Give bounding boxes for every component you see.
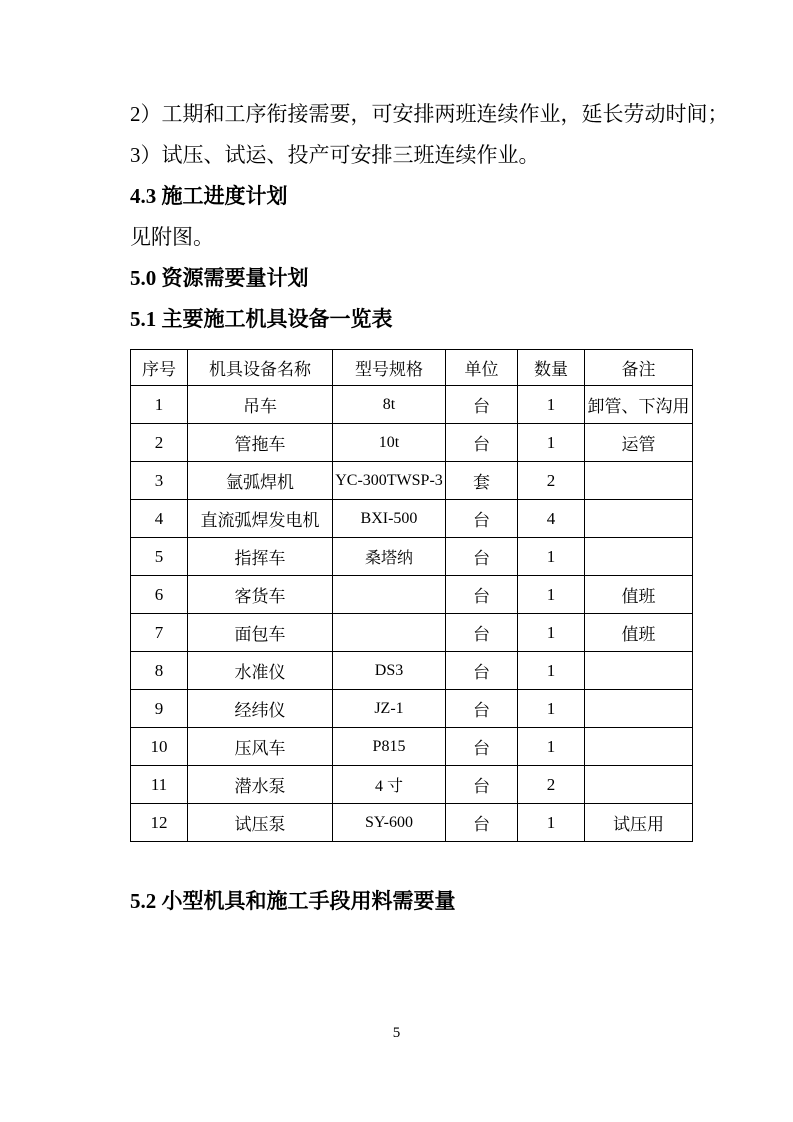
table-body — [131, 386, 693, 842]
table-cell: 卸管、下沟用 — [585, 386, 693, 424]
table-cell: 吊车 — [188, 386, 333, 424]
table-cell: 指挥车 — [188, 538, 333, 576]
table-cell: 1 — [518, 424, 585, 462]
table-cell: 水准仪 — [188, 652, 333, 690]
table-cell: BXI-500 — [333, 500, 446, 538]
table-cell: 4 — [518, 500, 585, 538]
table-cell — [585, 690, 693, 728]
table-cell: 台 — [446, 538, 518, 576]
table-cell: 经纬仪 — [188, 690, 333, 728]
table-cell: 台 — [446, 614, 518, 652]
table-cell: 台 — [446, 804, 518, 842]
table-cell: 2 — [518, 462, 585, 500]
heading-5-2-small-tools: 5.2 小型机具和施工手段用料需要量 — [130, 889, 456, 913]
table-cell: 1 — [518, 690, 585, 728]
table-cell: 值班 — [585, 614, 693, 652]
table-row — [131, 538, 693, 576]
table-cell: 试压用 — [585, 804, 693, 842]
table-cell: 台 — [446, 766, 518, 804]
table-cell: P815 — [333, 728, 446, 766]
heading-5-0-resource-plan: 5.0 资源需要量计划 — [130, 266, 309, 290]
table-cell: 4 — [131, 500, 188, 538]
table-cell: 7 — [131, 614, 188, 652]
table-cell: 1 — [518, 386, 585, 424]
table-cell: DS3 — [333, 652, 446, 690]
paragraph-two-shift: 2）工期和工序衔接需要，可安排两班连续作业，延长劳动时间； — [130, 102, 729, 126]
table-cell: 1 — [518, 538, 585, 576]
table-cell: 1 — [518, 728, 585, 766]
table-header-row — [131, 350, 693, 386]
table-cell: 3 — [131, 462, 188, 500]
table-cell — [585, 728, 693, 766]
table-cell: 值班 — [585, 576, 693, 614]
heading-5-1-equipment-list: 5.1 主要施工机具设备一览表 — [130, 307, 393, 331]
table-row — [131, 386, 693, 424]
table-cell: 2 — [131, 424, 188, 462]
table-cell: 台 — [446, 386, 518, 424]
table-cell: 9 — [131, 690, 188, 728]
table-cell — [585, 766, 693, 804]
table-cell: 1 — [518, 576, 585, 614]
heading-4-3-construction-schedule: 4.3 施工进度计划 — [130, 184, 288, 208]
table-row — [131, 766, 693, 804]
table-cell: 桑塔纳 — [333, 538, 446, 576]
table-cell: 11 — [131, 766, 188, 804]
table-cell: 管拖车 — [188, 424, 333, 462]
paragraph-see-attached-figure: 见附图。 — [130, 225, 214, 249]
table-cell — [333, 576, 446, 614]
table-row — [131, 652, 693, 690]
column-header-model: 型号规格 — [333, 350, 446, 386]
table-row — [131, 500, 693, 538]
table-cell: 运管 — [585, 424, 693, 462]
column-header-quantity: 数量 — [518, 350, 585, 386]
table-cell — [333, 614, 446, 652]
table-cell: 客货车 — [188, 576, 333, 614]
equipment-table — [130, 349, 693, 842]
table-cell: 1 — [518, 614, 585, 652]
column-header-name: 机具设备名称 — [188, 350, 333, 386]
table-cell: 台 — [446, 500, 518, 538]
table-cell: 12 — [131, 804, 188, 842]
table-cell: 10t — [333, 424, 446, 462]
table-cell: 1 — [518, 804, 585, 842]
table-cell: 8 — [131, 652, 188, 690]
table-row — [131, 690, 693, 728]
table-cell: 4 寸 — [333, 766, 446, 804]
table-row — [131, 576, 693, 614]
table-cell: 2 — [518, 766, 585, 804]
page-number: 5 — [392, 1025, 401, 1041]
table-cell: 1 — [131, 386, 188, 424]
table-cell: 压风车 — [188, 728, 333, 766]
column-header-remark: 备注 — [585, 350, 693, 386]
table-cell — [585, 462, 693, 500]
table-cell: 试压泵 — [188, 804, 333, 842]
table-cell: YC-300TWSP-3 — [333, 462, 446, 500]
table-row — [131, 728, 693, 766]
column-header-unit: 单位 — [446, 350, 518, 386]
table-cell — [585, 500, 693, 538]
table-cell: 氩弧焊机 — [188, 462, 333, 500]
table-cell: 10 — [131, 728, 188, 766]
table-cell: 直流弧焊发电机 — [188, 500, 333, 538]
table-cell: 台 — [446, 728, 518, 766]
table-row — [131, 804, 693, 842]
table-cell: 潜水泵 — [188, 766, 333, 804]
table-cell: JZ-1 — [333, 690, 446, 728]
table-cell: 台 — [446, 576, 518, 614]
table-cell: 6 — [131, 576, 188, 614]
table-cell: 台 — [446, 424, 518, 462]
table-cell: 台 — [446, 690, 518, 728]
table-row — [131, 614, 693, 652]
table-cell — [585, 538, 693, 576]
table-row — [131, 462, 693, 500]
paragraph-three-shift: 3）试压、试运、投产可安排三班连续作业。 — [130, 143, 540, 167]
table-cell: 8t — [333, 386, 446, 424]
table-cell — [585, 652, 693, 690]
table-cell: 5 — [131, 538, 188, 576]
table-cell: 套 — [446, 462, 518, 500]
column-header-index: 序号 — [131, 350, 188, 386]
table-cell: SY-600 — [333, 804, 446, 842]
table-cell: 面包车 — [188, 614, 333, 652]
table-cell: 1 — [518, 652, 585, 690]
page-content — [130, 102, 729, 913]
table-row — [131, 424, 693, 462]
table-cell: 台 — [446, 652, 518, 690]
